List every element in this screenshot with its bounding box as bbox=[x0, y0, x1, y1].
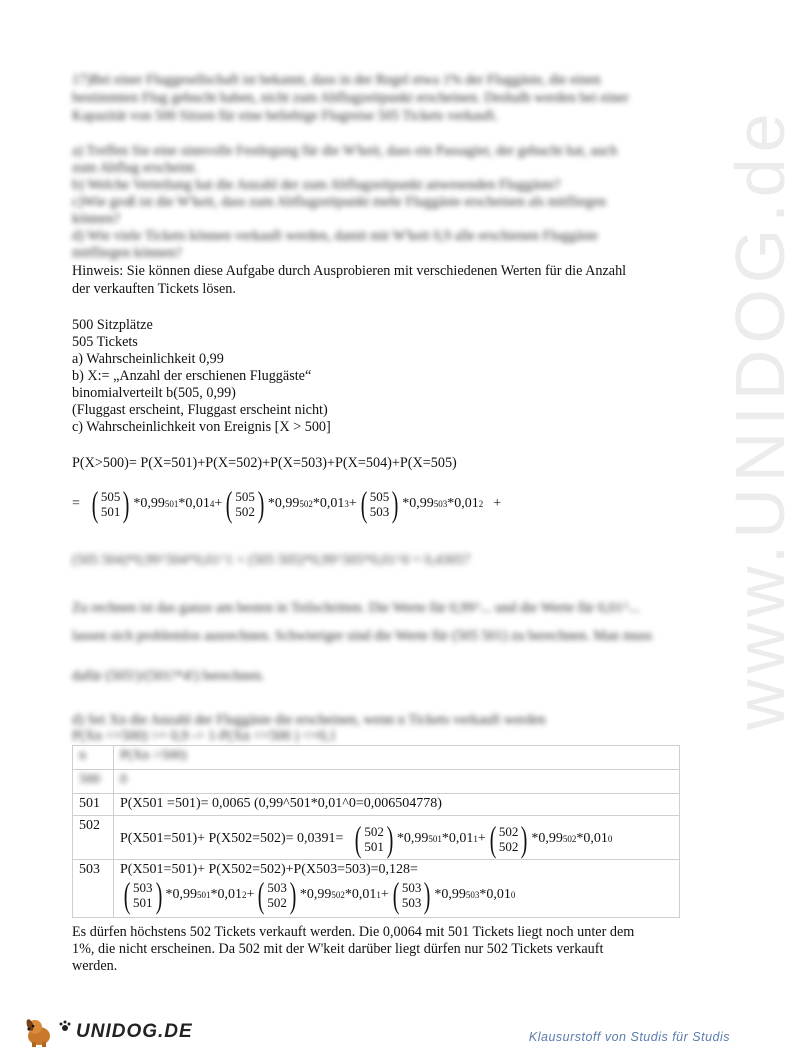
solution-line: binomialverteilt b(505, 0,99) bbox=[72, 385, 236, 401]
binomial-coefficient: ( 505 503 ) bbox=[360, 484, 399, 524]
footer-brand[interactable] bbox=[22, 1015, 193, 1049]
solution-line: b) X:= „Anzahl der erschienen Fluggäste“ bbox=[72, 368, 312, 384]
table-cell: P(X501=501)+ P(X502=502)= 0,0391= ( 502 501 ) *0,99 501 *0,01 1 + ( 502 502 ) *0,99 502 *0,01 0 bbox=[114, 816, 680, 860]
conclusion-line: werden. bbox=[72, 958, 118, 974]
task-line: mitfliegen können? bbox=[72, 245, 182, 261]
table-row bbox=[73, 770, 680, 794]
table-row bbox=[73, 816, 680, 860]
table-row bbox=[73, 746, 680, 770]
binomial-equation: = ( 505 501 ) *0,99 501 *0,01 4 + ( 505 502 ) *0,99 502 *0,01 3 + ( 505 503 ) *0,99 503 *0,01 2 + bbox=[72, 484, 502, 524]
dog-mascot-icon bbox=[22, 1015, 56, 1049]
watermark-text: www.UNIDOG.de bbox=[721, 107, 799, 730]
binomial-coefficient: ( 502 502 ) bbox=[489, 819, 528, 859]
result-table bbox=[72, 745, 680, 918]
hint-line: der verkauften Tickets lösen. bbox=[72, 281, 236, 297]
blurred-paragraph-line: Zu rechnen ist das ganze am besten in Teilschritten. Die Werte für 0,99^... und die Werte für 0,01^... bbox=[72, 600, 640, 616]
sum-formula: P(X>500)= P(X=501)+P(X=502)+P(X=503)+P(X=504)+P(X=505) bbox=[72, 455, 457, 471]
conclusion-line: 1%, die nicht erscheinen. Da 502 mit der W'keit darüber liegt dürfen nur 502 Tickets verkauft bbox=[72, 941, 604, 957]
blurred-d-line: d) Sei Xn die Anzahl der Fluggäste die erscheinen, wenn n Tickets verkauft werden bbox=[72, 712, 546, 728]
task-line: b) Welche Verteilung hat die Anzahl der zum Abflugzeitpunkt anwesenden Fluggäste? bbox=[72, 177, 561, 193]
solution-line: 505 Tickets bbox=[72, 334, 138, 350]
conclusion-line: Es dürfen höchstens 502 Tickets verkauft werden. Die 0,0064 mit 501 Tickets liegt noch unter dem bbox=[72, 924, 635, 940]
solution-line: c) Wahrscheinlichkeit von Ereignis [X > 500] bbox=[72, 419, 331, 435]
binomial-coefficient: ( 505 502 ) bbox=[226, 484, 265, 524]
task-line: c)Wie groß ist die W'keit, dass zum Abflugzeitpunkt mehr Fluggäste erscheinen als mitfliegen bbox=[72, 194, 607, 210]
table-cell: P(X501 =501)= 0,0065 (0,99^501*0,01^0=0,006504778) bbox=[114, 794, 680, 816]
task-line: können? bbox=[72, 211, 121, 227]
solution-line: a) Wahrscheinlichkeit 0,99 bbox=[72, 351, 224, 367]
binomial-coefficient: ( 502 501 ) bbox=[355, 819, 394, 859]
equals-sign: = bbox=[72, 496, 80, 511]
footer-tagline: Klausurstoff von Studis für Studis bbox=[528, 1030, 730, 1044]
watermark bbox=[650, 107, 799, 780]
paw-icon bbox=[58, 1019, 72, 1033]
binomial-coefficient: ( 503 502 ) bbox=[258, 875, 297, 915]
binomial-coefficient: ( 503 501 ) bbox=[123, 875, 162, 915]
table-cell: 501 bbox=[73, 794, 114, 816]
solution-line: (Fluggast erscheint, Fluggast erscheint nicht) bbox=[72, 402, 328, 418]
table-cell: 500 bbox=[73, 770, 114, 794]
task-line: zum Abflug erscheint. bbox=[72, 160, 198, 176]
table-row bbox=[73, 794, 680, 816]
brand-name: UNIDOG.DE bbox=[76, 1021, 193, 1042]
table-cell: 503 bbox=[73, 860, 114, 918]
hint-line: Hinweis: Sie können diese Aufgabe durch Ausprobieren mit verschiedenen Werten für die Anzahl bbox=[72, 263, 627, 279]
table-cell: 502 bbox=[73, 816, 114, 860]
blurred-d-line: P(Xn <=500) >= 0,9 -> 1-P(Xn <=500 ) <=0,1 bbox=[72, 728, 337, 744]
table-header-n: n bbox=[73, 746, 114, 770]
table-cell: 0 bbox=[114, 770, 680, 794]
table-cell: P(X501=501)+ P(X502=502)+P(X503=503)=0,128= ( 503 501 ) *0,99 501 *0,01 2 + ( 503 502 ) *0,99 502 *0,01 1 + ( 503 503 ) *0,99 503 *0,01 0 bbox=[114, 860, 680, 918]
binomial-coefficient: ( 505 501 ) bbox=[91, 484, 130, 524]
blurred-paragraph-line: lassen sich problemlos ausrechnen. Schwieriger sind die Werte für (505 501) zu berechnen. Man muss bbox=[72, 628, 653, 644]
table-header-p: P(Xn >500) bbox=[114, 746, 680, 770]
task-line: bestimmten Flug gebucht haben, nicht zum Abflugzeitpunkt erscheinen. Deshalb werden bei einer bbox=[72, 90, 629, 106]
blurred-paragraph-line: dafür (505!)/(501!*4!) berechnen. bbox=[72, 668, 265, 684]
binomial-coefficient: ( 503 503 ) bbox=[392, 875, 431, 915]
task-line: a) Treffen Sie eine sinnvolle Festlegung für die W'keit, dass ein Passagier, der gebucht hat, auch bbox=[72, 143, 618, 159]
task-line: d) Wie viele Tickets können verkauft werden, damit mit W'keit 0,9 alle erschienen Fluggäste bbox=[72, 228, 598, 244]
task-line: Kapazität von 500 Sitzen für eine beliebige Flugreise 505 Tickets verkauft. bbox=[72, 108, 498, 124]
table-row bbox=[73, 860, 680, 918]
solution-line: 500 Sitzplätze bbox=[72, 317, 153, 333]
task-line: 17)Bei einer Fluggesellschaft ist bekannt, dass in der Regel etwa 1% der Fluggäste, die einen bbox=[72, 72, 601, 88]
blurred-equation: (505 504)*0,99^504*0,01^1 + (505 505)*0,99^505*0,01^0 = 0,43057 bbox=[72, 552, 471, 568]
